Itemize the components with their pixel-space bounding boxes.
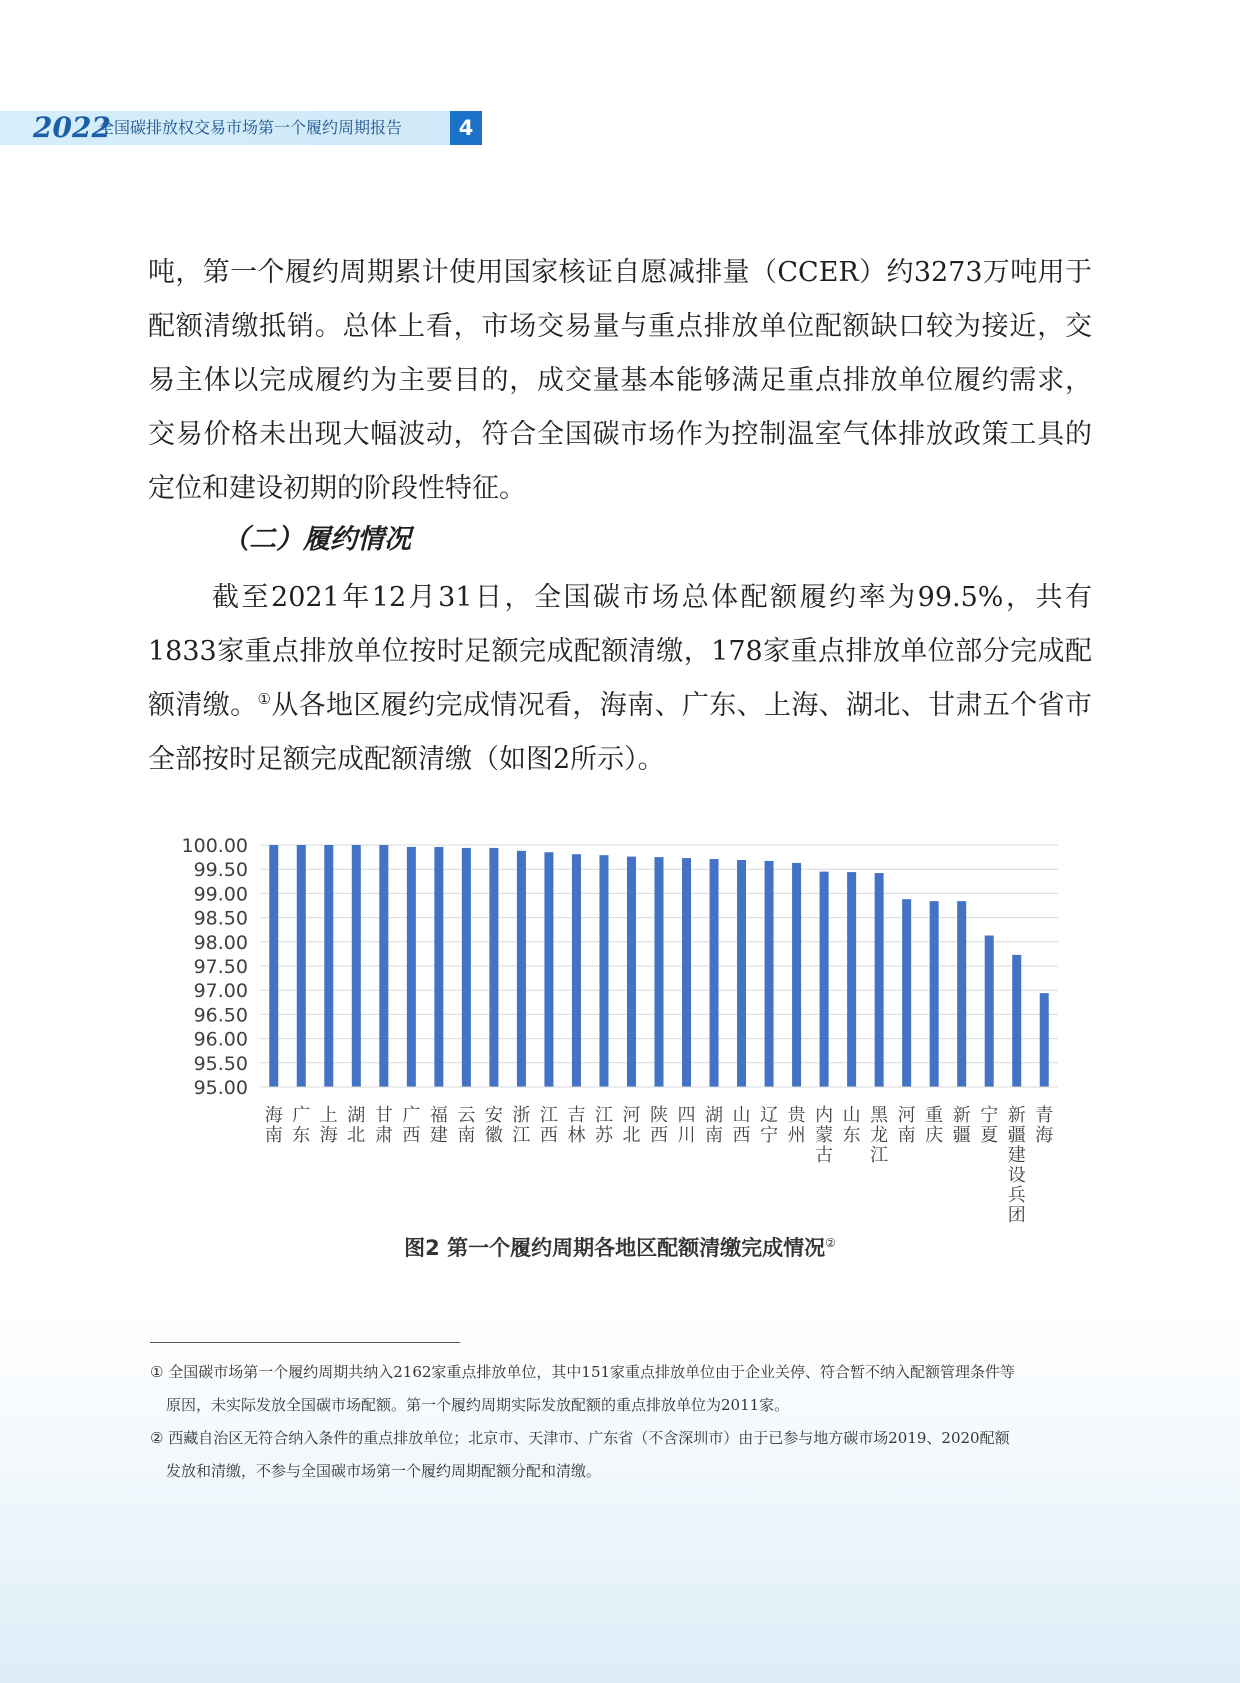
footnote-2 <box>150 1422 1080 1488</box>
header-year: 2022 <box>33 111 111 144</box>
bar <box>792 863 801 1087</box>
bar <box>434 847 443 1087</box>
bar <box>462 848 471 1087</box>
x-tick-label: 福 <box>429 1105 448 1126</box>
y-tick-label: 98.00 <box>193 931 248 954</box>
y-tick-label: 100.00 <box>181 835 248 857</box>
x-tick-label: 山 <box>842 1105 861 1126</box>
x-tick-label: 肃 <box>374 1125 393 1146</box>
x-tick-label: 龙 <box>870 1125 889 1146</box>
x-tick-label: 湖 <box>347 1105 366 1126</box>
figure-caption <box>0 1232 1240 1262</box>
x-tick-label: 宁 <box>760 1125 779 1146</box>
bar <box>682 858 691 1087</box>
bar <box>297 845 306 1087</box>
x-tick-label: 广 <box>292 1105 311 1126</box>
x-tick-label: 西 <box>402 1125 421 1146</box>
x-tick-label: 建 <box>1007 1145 1026 1166</box>
footnote-1-line-1: 全国碳市场第一个履约周期共纳入2162家重点排放单位，其中151家重点排放单位由于企业关停、符合暂不纳入配额管理条件等 <box>168 1363 1016 1381</box>
footnote-1 <box>150 1356 1080 1422</box>
x-tick-label: 苏 <box>594 1125 613 1146</box>
y-tick-label: 99.00 <box>193 883 248 906</box>
x-tick-label: 浙 <box>512 1105 531 1126</box>
footnote-1-mark: ① <box>150 1363 164 1381</box>
x-tick-label: 徽 <box>484 1125 503 1146</box>
x-tick-label: 安 <box>484 1105 503 1126</box>
x-tick-label: 东 <box>292 1125 311 1146</box>
x-tick-label: 上 <box>319 1105 338 1126</box>
header-title: 全国碳排放权交易市场第一个履约周期报告 <box>98 118 403 137</box>
bar <box>599 855 608 1087</box>
y-tick-label: 95.00 <box>193 1077 248 1099</box>
x-tick-label: 州 <box>787 1125 806 1146</box>
x-tick-label: 夏 <box>980 1125 999 1146</box>
x-tick-label: 古 <box>815 1145 834 1166</box>
x-tick-label: 西 <box>539 1125 558 1146</box>
x-tick-label: 疆 <box>1007 1125 1026 1146</box>
x-tick-label: 海 <box>1035 1125 1054 1146</box>
bar-chart <box>150 820 1070 1260</box>
footnote-2-line-2: 发放和清缴，不参与全国碳市场第一个履约周期配额分配和清缴。 <box>166 1462 602 1480</box>
footnote-1-line-2: 原因，未实际发放全国碳市场配额。第一个履约周期实际发放配额的重点排放单位为2011家。 <box>166 1396 790 1414</box>
x-tick-label: 陕 <box>650 1105 668 1126</box>
bar <box>765 861 774 1087</box>
x-tick-label: 贵 <box>787 1105 806 1126</box>
bar <box>379 845 388 1087</box>
x-tick-label: 西 <box>650 1125 668 1146</box>
x-tick-label: 东 <box>842 1125 861 1146</box>
paragraph-1: 吨，第一个履约周期累计使用国家核证自愿减排量（CCER）约3273万吨用于配额清缴抵销。总体上看，市场交易量与重点排放单位配额缺口较为接近，交易主体以完成履约为主要目的，成交量基本能够满足重点排放单位履约需求，交易价格未出现大幅波动，符合全国碳市场作为控制温室气体排放政策工具的定位和建设初期的阶段性特征。 <box>148 257 1092 504</box>
y-tick-label: 95.50 <box>193 1052 248 1075</box>
paragraph-2-part-a: 截至2021年12月31日，全国碳市场总体配额履约率为99.5%，共有1833家重点排放单位按时足额完成配额清缴，178家重点排放单位部分完成配额清缴。 <box>148 582 1092 721</box>
x-tick-label: 海 <box>264 1105 283 1126</box>
x-tick-label: 设 <box>1007 1165 1026 1186</box>
x-tick-label: 黑 <box>870 1105 889 1126</box>
footnote-ref-1[interactable]: ① <box>257 690 272 708</box>
x-tick-label: 庆 <box>925 1125 944 1146</box>
bar <box>489 848 498 1087</box>
x-tick-label: 河 <box>622 1105 641 1126</box>
section-heading: （二）履约情况 <box>222 524 411 555</box>
footnote-divider <box>150 1342 460 1343</box>
x-tick-label: 兵 <box>1007 1185 1026 1206</box>
bar <box>985 936 994 1087</box>
bar <box>1040 993 1049 1087</box>
x-tick-label: 重 <box>925 1105 944 1126</box>
bar <box>407 847 416 1087</box>
x-tick-label: 江 <box>594 1105 613 1126</box>
x-tick-label: 川 <box>677 1125 696 1146</box>
y-tick-label: 97.00 <box>193 980 248 1003</box>
x-tick-label: 江 <box>512 1125 531 1146</box>
x-tick-label: 南 <box>264 1125 283 1146</box>
x-tick-label: 江 <box>870 1145 889 1166</box>
x-tick-label: 南 <box>897 1125 916 1146</box>
bar <box>957 901 966 1087</box>
x-tick-label: 新 <box>952 1105 971 1126</box>
bar <box>517 851 526 1087</box>
bar <box>710 859 719 1087</box>
y-tick-label: 96.50 <box>193 1004 248 1027</box>
bar <box>352 845 361 1087</box>
x-tick-label: 甘 <box>374 1105 393 1126</box>
x-tick-label: 建 <box>429 1125 448 1146</box>
paragraph-2-part-b: 从各地区履约完成情况看，海南、广东、上海、湖北、甘肃五个省市全部按时足额完成配额清缴（如图2所示）。 <box>148 690 1093 775</box>
x-tick-label: 内 <box>815 1105 834 1126</box>
x-tick-label: 广 <box>402 1105 421 1126</box>
y-tick-label: 98.50 <box>193 907 248 930</box>
x-tick-label: 云 <box>457 1105 476 1126</box>
bar <box>655 857 664 1087</box>
bar <box>572 854 581 1087</box>
bar <box>875 873 884 1087</box>
bar <box>544 852 553 1087</box>
bar <box>930 901 939 1087</box>
footnote-2-line-1: 西藏自治区无符合纳入条件的重点排放单位；北京市、天津市、广东省（不含深圳市）由于已参与地方碳市场2019、2020配额 <box>168 1429 1010 1447</box>
bar <box>627 857 636 1087</box>
x-tick-label: 吉 <box>567 1105 586 1126</box>
bar <box>847 872 856 1087</box>
paragraph-2 <box>148 571 1092 787</box>
x-tick-label: 河 <box>897 1105 916 1126</box>
x-tick-label: 北 <box>347 1125 366 1146</box>
x-tick-label: 疆 <box>952 1125 971 1146</box>
x-tick-label: 湖 <box>705 1105 724 1126</box>
y-tick-label: 96.00 <box>193 1028 248 1051</box>
page-number: 4 <box>450 111 482 145</box>
x-tick-label: 宁 <box>980 1105 999 1126</box>
footnote-2-mark: ② <box>150 1429 164 1447</box>
x-tick-label: 南 <box>705 1125 724 1146</box>
x-tick-label: 四 <box>677 1105 696 1126</box>
y-tick-label: 99.50 <box>193 859 248 882</box>
figure-2-chart <box>150 820 1070 1260</box>
x-tick-label: 蒙 <box>815 1125 834 1146</box>
x-tick-label: 南 <box>457 1125 476 1146</box>
x-tick-label: 海 <box>319 1125 338 1146</box>
bar <box>820 872 829 1087</box>
y-tick-label: 97.50 <box>193 956 248 978</box>
x-tick-label: 江 <box>539 1105 558 1126</box>
bar <box>902 899 911 1087</box>
figure-caption-text: 图2 第一个履约周期各地区配额清缴完成情况 <box>404 1236 826 1260</box>
x-tick-label: 西 <box>732 1125 751 1146</box>
x-tick-label: 北 <box>622 1125 641 1146</box>
bar <box>737 860 746 1087</box>
x-tick-label: 辽 <box>760 1105 779 1126</box>
x-tick-label: 青 <box>1035 1105 1054 1126</box>
x-tick-label: 山 <box>732 1105 751 1126</box>
x-tick-label: 团 <box>1007 1205 1026 1226</box>
x-tick-label: 林 <box>567 1125 586 1146</box>
footnote-ref-2[interactable]: ② <box>825 1236 836 1250</box>
x-tick-label: 新 <box>1007 1105 1026 1126</box>
bar <box>269 845 278 1087</box>
bar <box>324 845 333 1087</box>
bar <box>1012 955 1021 1087</box>
